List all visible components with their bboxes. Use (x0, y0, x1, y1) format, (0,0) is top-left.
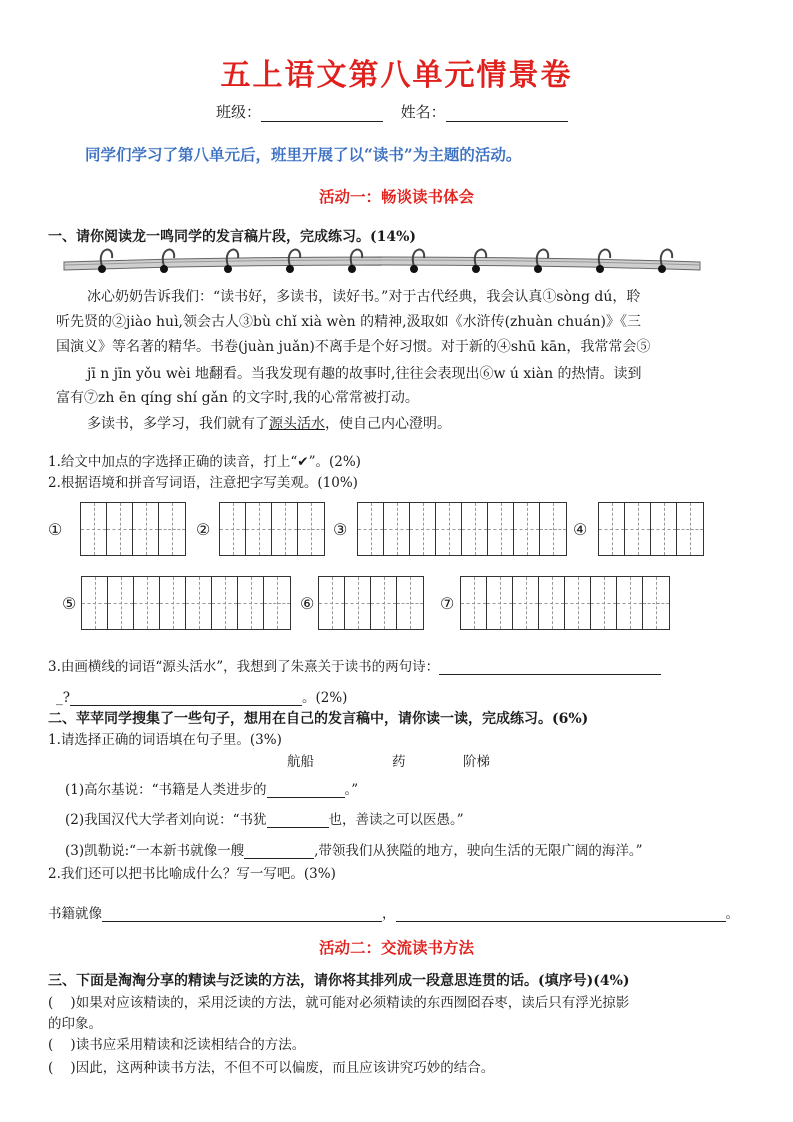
question-3-prefix: _? (56, 690, 70, 706)
writing-grid-1[interactable] (80, 502, 186, 556)
grid-cell[interactable] (565, 577, 591, 629)
student-info-line (216, 101, 568, 122)
name-blank[interactable] (446, 104, 568, 122)
name-label: 姓名： (400, 103, 446, 121)
grid-cell[interactable] (272, 503, 298, 555)
order-item-1-text: 如果对应该精读的，采用泛读的方法，就可能对必须精读的东西囫囵吞枣，读后只有浮光掠影 (75, 995, 630, 1011)
grid-cell[interactable] (514, 503, 540, 555)
sentence-2-end: 也，善读之可以医愚。” (328, 812, 464, 828)
passage-line-3: 国演义》等名著的精华。书卷(juàn juǎn)不离手是个好习惯。对于新的④shū kān，我常常会⑤ (56, 339, 651, 355)
order-item-1 (48, 991, 629, 1011)
grid-cell[interactable] (238, 577, 264, 629)
grid-cell[interactable] (625, 503, 651, 555)
class-label: 班级： (216, 103, 262, 121)
binding-hole (658, 265, 666, 273)
grid-cell[interactable] (397, 577, 423, 629)
underlined-phrase: 源头活水 (269, 416, 325, 432)
passage-line-5: 富有⑦zh ēn qíng shí gǎn 的文字时,我的心常常被打动。 (56, 390, 419, 406)
binding-hole (160, 265, 168, 273)
binding-hole (98, 265, 106, 273)
grid-cell[interactable] (212, 577, 238, 629)
metaphor-line (48, 902, 739, 922)
class-blank[interactable] (261, 104, 383, 122)
question-3 (48, 655, 661, 675)
writing-grid-6[interactable] (318, 576, 424, 630)
writing-grid-4[interactable] (598, 502, 704, 556)
grid-cell[interactable] (591, 577, 617, 629)
metaphor-blank-2[interactable] (396, 904, 726, 922)
section2-heading: 二、苹苹同学搜集了一些句子，想用在自己的发言稿中，请你读一读，完成练习。(6%) (48, 711, 589, 727)
grid-label-3: ③ (333, 520, 348, 539)
grid-cell[interactable] (264, 577, 290, 629)
sentence-2-text: (2)我国汉代大学者刘向说：“书犹 (65, 812, 267, 828)
grid-cell[interactable] (82, 577, 108, 629)
grid-cell[interactable] (540, 503, 566, 555)
question-1: 1.给文中加点的字选择正确的读音，打上“✔”。(2%) (48, 454, 361, 470)
grid-cell[interactable] (487, 577, 513, 629)
binding-hole (472, 265, 480, 273)
grid-cell[interactable] (461, 577, 487, 629)
metaphor-comma: ， (382, 906, 396, 922)
passage-text: 多读书，多学习，我们就有了 (87, 416, 269, 432)
grid-label-5: ⑤ (62, 594, 77, 613)
grid-cell[interactable] (319, 577, 345, 629)
sentence-3-end: ,带领我们从狭隘的地方，驶向生活的无限广阔的海洋。” (314, 843, 643, 859)
activity1-title: 活动一：畅谈读书体会 (318, 187, 474, 206)
sentence-1 (65, 778, 358, 798)
grid-cell[interactable] (246, 503, 272, 555)
grid-label-1: ① (48, 520, 63, 539)
metaphor-end: 。 (725, 906, 739, 922)
passage-text: ，使自己内心澄明。 (325, 416, 451, 432)
grid-cell[interactable] (220, 503, 246, 555)
spiral-binding-illustration (62, 244, 702, 280)
passage-line-6 (87, 417, 451, 431)
grid-cell[interactable] (384, 503, 410, 555)
metaphor-prefix: 书籍就像 (48, 906, 102, 922)
grid-label-6: ⑥ (300, 594, 315, 613)
order-blank-2[interactable]: ( ) (48, 1037, 76, 1053)
activity2-title: 活动二：交流读书方法 (318, 938, 474, 957)
grid-cell[interactable] (462, 503, 488, 555)
binding-hole (596, 265, 604, 273)
binding-hole (348, 265, 356, 273)
section1-heading: 一、请你阅读龙一鸣同学的发言稿片段，完成练习。(14%) (48, 229, 417, 245)
grid-cell[interactable] (436, 503, 462, 555)
grid-cell[interactable] (651, 503, 677, 555)
poem-blank-1[interactable] (439, 657, 661, 675)
order-item-3 (48, 1056, 494, 1076)
grid-cell[interactable] (134, 577, 160, 629)
grid-cell[interactable] (677, 503, 703, 555)
grid-cell[interactable] (159, 503, 185, 555)
sentence-2-blank[interactable] (267, 810, 329, 828)
passage-line-2: 听先贤的②jiào huì,领会古人③bù chǐ xià wèn 的精神,汲取如《水浒传(zhuàn chuán)》《三 (56, 314, 641, 330)
intro-text: 同学们学习了第八单元后，班里开展了以“读书”为主题的活动。 (85, 145, 522, 164)
section2-question-1: 1.请选择正确的词语填在句子里。(3%) (48, 732, 282, 748)
sentence-1-blank[interactable] (267, 780, 345, 798)
sentence-3 (65, 839, 643, 859)
grid-cell[interactable] (345, 577, 371, 629)
grid-cell[interactable] (107, 503, 133, 555)
sentence-2 (65, 808, 464, 828)
grid-cell[interactable] (410, 503, 436, 555)
order-blank-1[interactable]: ( ) (48, 995, 76, 1011)
binding-hole (224, 265, 232, 273)
word-option-3: 阶梯 (463, 754, 490, 770)
grid-cell[interactable] (81, 503, 107, 555)
grid-cell[interactable] (513, 577, 539, 629)
order-item-2-text: 读书应采用精读和泛读相结合的方法。 (75, 1037, 306, 1053)
sentence-3-text: (3)凯勒说:“一本新书就像一艘 (65, 843, 245, 859)
grid-label-2: ② (196, 520, 211, 539)
grid-label-4: ④ (573, 520, 588, 539)
passage-line-1: 冰心奶奶告诉我们：“读书好，多读书，读好书。”对于古代经典，我会认真①sòng dú，聆 (87, 289, 641, 305)
grid-cell[interactable] (488, 503, 514, 555)
metaphor-blank-1[interactable] (102, 904, 382, 922)
grid-cell[interactable] (160, 577, 186, 629)
grid-cell[interactable] (108, 577, 134, 629)
sentence-1-end: 。” (344, 782, 359, 798)
word-option-2: 药 (392, 754, 406, 770)
binding-hole (534, 265, 542, 273)
poem-blank-2[interactable] (70, 688, 302, 706)
grid-cell[interactable] (599, 503, 625, 555)
sentence-1-text: (1)高尔基说：“书籍是人类进步的 (65, 782, 267, 798)
order-item-2 (48, 1033, 305, 1053)
order-item-1-cont: 的印象。 (48, 1016, 102, 1032)
order-blank-3[interactable]: ( ) (48, 1060, 76, 1076)
grid-cell[interactable] (186, 577, 212, 629)
grid-cell[interactable] (358, 503, 384, 555)
grid-cell[interactable] (298, 503, 324, 555)
writing-grid-5[interactable] (81, 576, 291, 630)
writing-grid-7[interactable] (460, 576, 670, 630)
writing-grid-3[interactable] (357, 502, 567, 556)
grid-cell[interactable] (371, 577, 397, 629)
binding-hole (286, 265, 294, 273)
grid-cell[interactable] (539, 577, 565, 629)
section3-heading: 三、下面是淘淘分享的精读与泛读的方法，请你将其排列成一段意思连贯的话。(填序号)(4%) (48, 973, 630, 989)
sentence-3-blank[interactable] (244, 841, 314, 859)
grid-cell[interactable] (643, 577, 669, 629)
word-option-1: 航船 (287, 754, 314, 770)
binding-hole (410, 265, 418, 273)
question-2: 2.根据语境和拼音写词语，注意把字写美观。(10%) (48, 475, 358, 491)
grid-cell[interactable] (133, 503, 159, 555)
page-title: 五上语文第八单元情景卷 (220, 58, 573, 93)
grid-cell[interactable] (617, 577, 643, 629)
grid-label-7: ⑦ (440, 594, 455, 613)
question-3-line-2 (56, 686, 347, 706)
question-3-score: 。(2%) (302, 690, 348, 706)
passage-line-4: jī n jīn yǒu wèi 地翻看。当我发现有趣的故事时,往往会表现出⑥w ú xiàn 的热情。读到 (87, 366, 642, 382)
section2-question-2: 2.我们还可以把书比喻成什么？写一写吧。(3%) (48, 866, 336, 882)
writing-grid-2[interactable] (219, 502, 325, 556)
question-3-text: 3.由画横线的词语“源头活水”，我想到了朱熹关于读书的两句诗： (48, 659, 440, 675)
order-item-3-text: 因此，这两种读书方法，不但不可以偏废，而且应该讲究巧妙的结合。 (75, 1060, 495, 1076)
